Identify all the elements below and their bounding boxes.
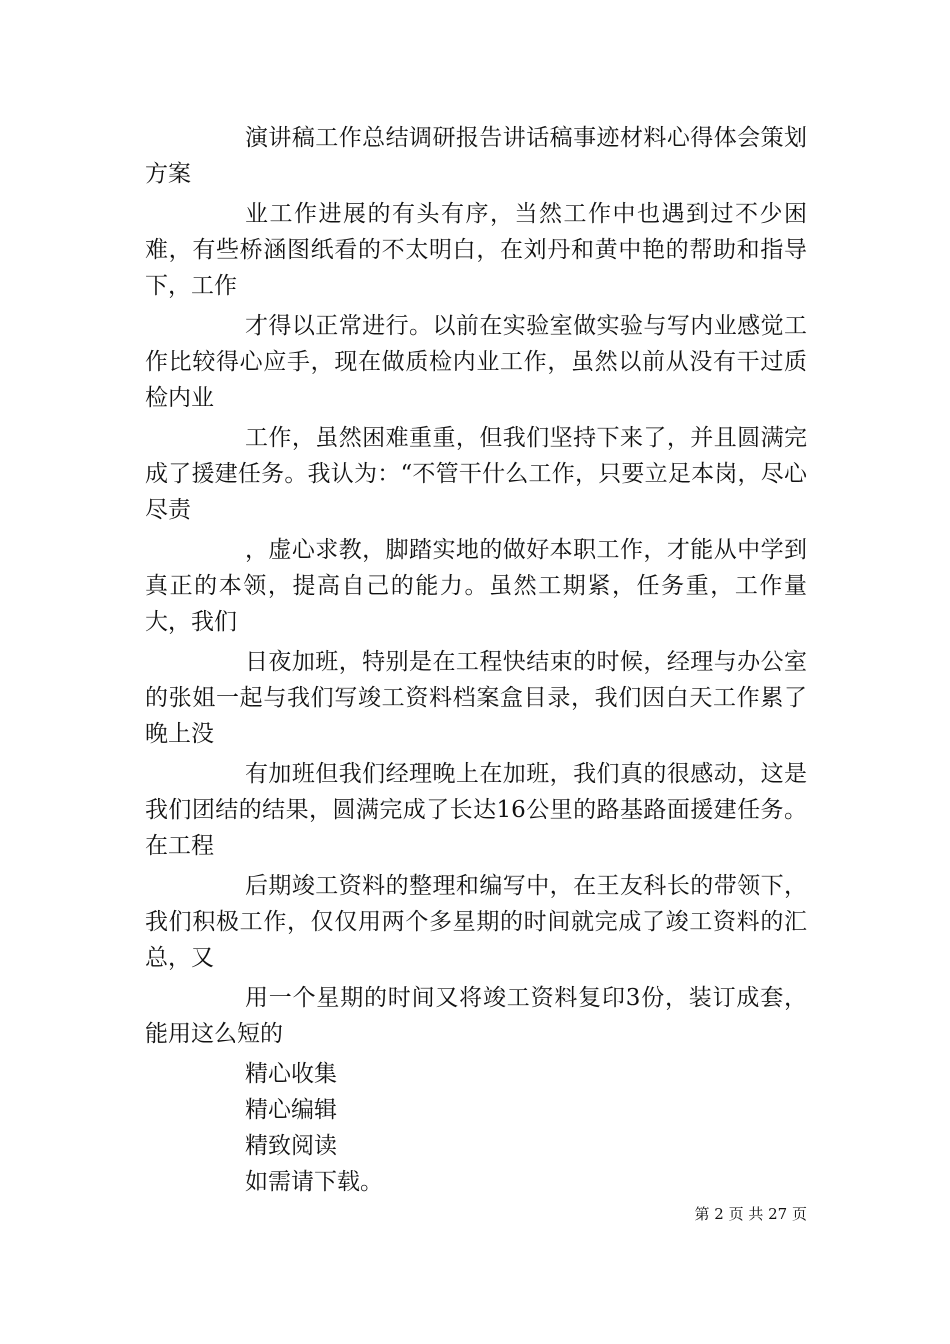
paragraph-3: 才得以正常进行。以前在实验室做实验与写内业感觉工作比较得心应手，现在做质检内业工作，虽然以前从没有干过质检内业 xyxy=(145,313,807,411)
paragraph-1: 演讲稿工作总结调研报告讲话稿事迹材料心得体会策划方案 xyxy=(145,125,807,187)
short-line-4: 如需请下载。 xyxy=(245,1169,383,1195)
paragraph-8: 后期竣工资料的整理和编写中，在王友科长的带领下，我们积极工作，仅仅用两个多星期的时间就完成了竣工资料的汇总，又 xyxy=(145,873,807,971)
paragraph-2: 业工作进展的有头有序，当然工作中也遇到过不少困难，有些桥涵图纸看的不太明白，在刘丹和黄中艳的帮助和指导下，工作 xyxy=(145,201,807,299)
page-number-footer: 第 2 页 共 27 页 xyxy=(694,1205,807,1223)
paragraph-5: ，虚心求教，脚踏实地的做好本职工作，才能从中学到真正的本领，提高自己的能力。虽然工期紧，任务重，工作量大，我们 xyxy=(145,537,807,635)
short-line-1: 精心收集 xyxy=(245,1061,337,1087)
paragraph-4: 工作，虽然困难重重，但我们坚持下来了，并且圆满完成了援建任务。我认为：“不管干什么工作，只要立足本岗，尽心尽责 xyxy=(145,425,807,523)
short-line-3: 精致阅读 xyxy=(245,1133,337,1159)
paragraph-7: 有加班但我们经理晚上在加班，我们真的很感动，这是我们团结的结果，圆满完成了长达16公里的路基路面援建任务。在工程 xyxy=(145,761,807,859)
document-body xyxy=(145,120,807,1200)
short-line-2: 精心编辑 xyxy=(245,1097,337,1123)
paragraph-6: 日夜加班，特别是在工程快结束的时候，经理与办公室的张姐一起与我们写竣工资料档案盒目录，我们因白天工作累了晚上没 xyxy=(145,649,807,747)
paragraph-9: 用一个星期的时间又将竣工资料复印3份，装订成套，能用这么短的 xyxy=(145,985,807,1047)
